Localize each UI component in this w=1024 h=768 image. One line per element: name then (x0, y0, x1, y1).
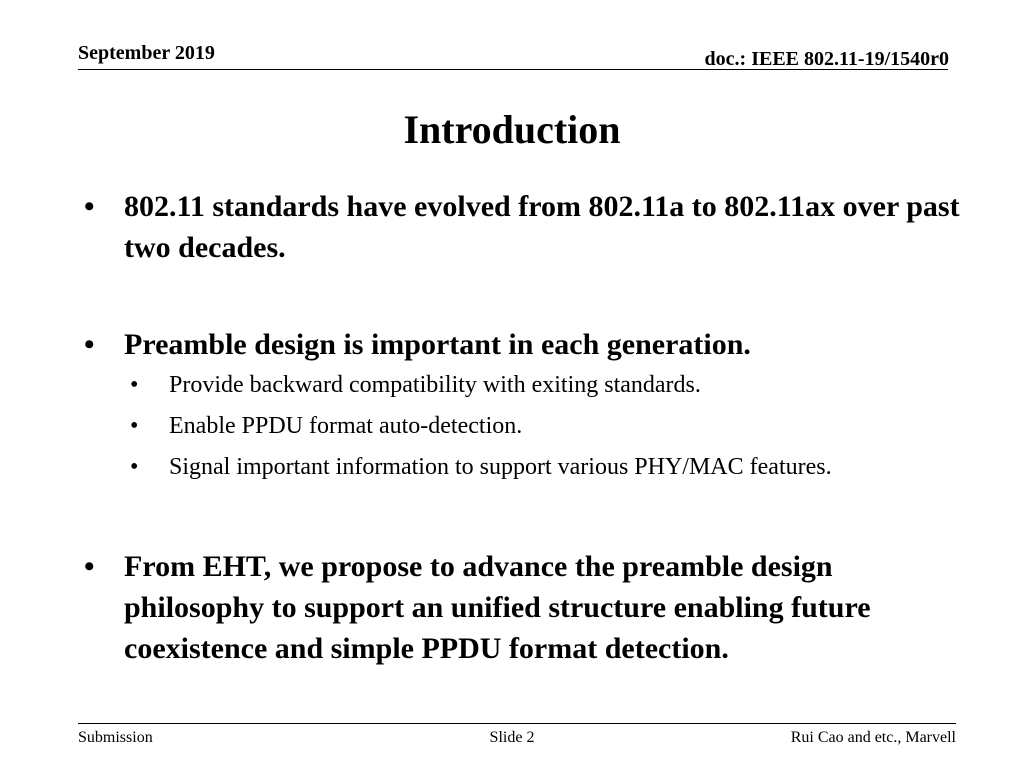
sub-bullet-dot-icon: • (130, 372, 139, 398)
bullet-text: Preamble design is important in each generation. (124, 328, 751, 361)
bullet-dot-icon: • (84, 550, 95, 583)
sub-bullet-dot-icon: • (130, 454, 139, 480)
footer-divider (78, 723, 956, 724)
slide-body (84, 186, 964, 669)
bullet-text: 802.11 standards have evolved from 802.11a to 802.11ax over past two decades. (124, 190, 960, 264)
footer-submission: Submission (78, 729, 153, 746)
bullet-dot-icon: • (84, 328, 95, 361)
sub-bullet-text: Enable PPDU format auto-detection. (169, 413, 523, 439)
header-divider (78, 69, 948, 70)
header-doc-id: doc.: IEEE 802.11-19/1540r0 (704, 48, 949, 70)
sub-bullet-text: Signal important information to support various PHY/MAC features. (169, 454, 832, 480)
sub-bullet-text: Provide backward compatibility with exiting standards. (169, 372, 701, 398)
sub-bullet-item (84, 365, 964, 406)
bullet-item (84, 324, 964, 365)
footer-slide-number: Slide 2 (489, 729, 535, 746)
footer-author: Rui Cao and etc., Marvell (790, 729, 956, 746)
sub-bullet-item (84, 447, 964, 488)
bullet-item (84, 186, 964, 268)
sub-bullet-item (84, 406, 964, 447)
slide-title: Introduction (403, 107, 621, 152)
bullet-text: From EHT, we propose to advance the preamble design philosophy to support an unified structure enabling future coexistence and simple PPDU format detection. (124, 550, 871, 665)
sub-bullet-dot-icon: • (130, 413, 139, 439)
header-date: September 2019 (78, 42, 215, 64)
bullet-item (84, 546, 964, 669)
bullet-dot-icon: • (84, 190, 95, 223)
